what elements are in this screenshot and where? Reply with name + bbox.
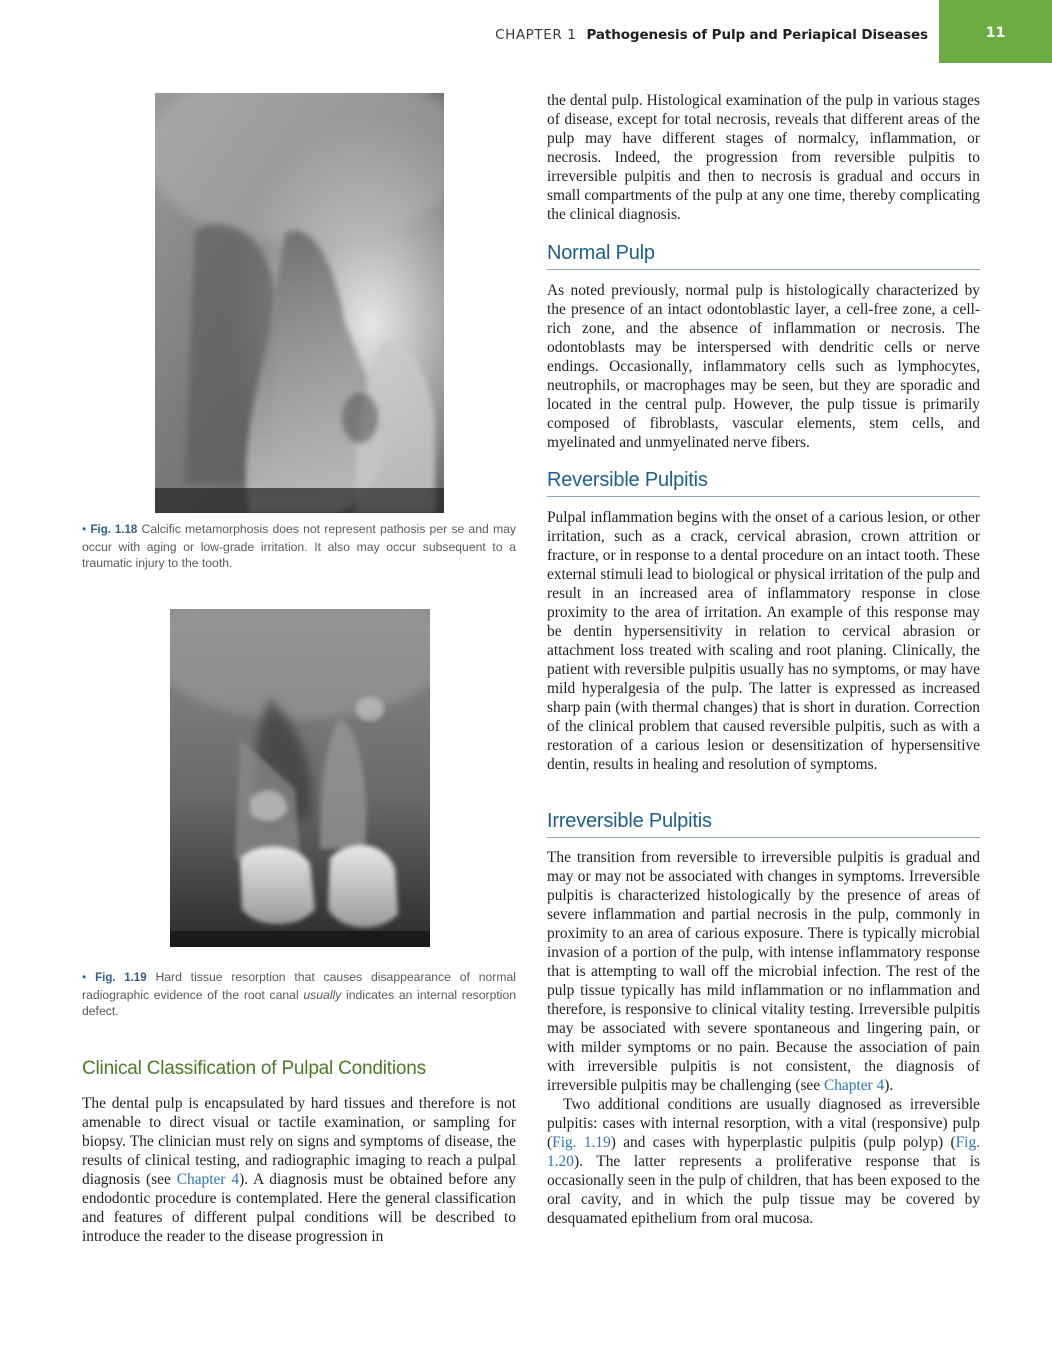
paragraph-intro: the dental pulp. Histological examination of the pulp in various stages of disease, except for total necrosis, reveals that different areas of the pulp may have different stages of normalcy, inflammation, or necrosis. Indeed, the progression from reversible pulpitis to irreversible pulpitis and then to necrosis is gradual and occurs in small compartments of the pulp at any one time, thereby complicating the clinical diagnosis. — [547, 92, 980, 223]
reversible-pulpitis-block — [547, 508, 980, 774]
figure-caption-1-18 — [82, 521, 516, 572]
paragraph-irreversible-2 — [547, 1095, 980, 1228]
caption-text: Calcific metamorphosis does not represent pathosis per se and may occur with aging or low-grade irritation. It also may occur subsequent to a traumatic injury to the tooth. — [82, 522, 516, 570]
caption-bullet: • — [82, 522, 87, 536]
link-fig-1-20[interactable]: Fig. 1.20 — [547, 1134, 980, 1170]
heading-reversible-pulpitis: Reversible Pulpitis — [547, 469, 980, 497]
paragraph-text: ). The latter represents a proliferative response that is occasionally seen in the pulp of children, that has been exposed to the oral cavity, and in which the pulp tissue may be covered by desquamated epithelium from oral mucosa. — [547, 1153, 980, 1227]
paragraph-text: ) and cases with hyperplastic pulpitis (pulp polyp) ( — [610, 1134, 956, 1151]
chapter-line — [495, 27, 928, 43]
paragraph-text: The dental pulp is encapsulated by hard tissues and therefore is not amenable to direct visual or tactile examination, or sampling for biopsy. The clinician must rely on signs and symptoms of disease, the results of clinical testing, and radiographic imaging to reach a pulpal diagnosis (see — [82, 1095, 516, 1188]
caption-text: Hard tissue resorption that causes disappearance of normal radiographic evidence of the root canal — [82, 970, 517, 1002]
figure-label: Fig. 1.19 — [95, 972, 147, 984]
normal-pulp-block — [547, 281, 980, 452]
running-header — [0, 0, 1052, 62]
heading-normal-pulp: Normal Pulp — [547, 242, 980, 270]
paragraph-normal-pulp: As noted previously, normal pulp is histologically characterized by the presence of an intact odontoblastic layer, a cell-free zone, a cell-rich zone, and the absence of inflammation or necrosis. The odontoblasts may be interspersed with dendritic cells or nerve endings. Occasionally, inflammatory cells such as lymphocytes, neutrophils, or macrophages may be seen, but they are sporadic and located in the central pulp. However, the pulp tissue is primarily composed of fibroblasts, vascular elements, stem cells, and myelinated and unmyelinated nerve fibers. — [547, 282, 980, 451]
caption-emphasis: usually — [303, 987, 342, 1002]
link-chapter-4[interactable]: Chapter 4 — [823, 1077, 885, 1094]
paragraph-clinical-classification — [82, 1094, 516, 1246]
intro-block — [547, 91, 980, 224]
link-fig-1-19[interactable]: Fig. 1.19 — [552, 1134, 611, 1151]
left-column-body — [82, 1094, 516, 1246]
page-number: 11 — [985, 25, 1006, 41]
paragraph-text: The transition from reversible to irreversible pulpitis is gradual and may or may not be associated with changes in symptoms. Irreversible pulpitis is characterized histologically by the presence of areas of severe inflammation and partial necrosis in the pulp, commonly in proximity to an area of carious exposure. There is typically microbial invasion of a portion of the pulp, with intense inflammatory response that is attempting to wall off the microbial infection. The rest of the pulp tissue typically has mild inflammation or no inflammation and therefore, is responsive to clinical vitality testing. Irreversible pulpitis may be associated with severe spontaneous and lingering pain, or with milder symptoms or no pain. Because the association of pain with irreversible pulpitis is not consistent, the diagnosis of irreversible pulpitis may be challenging (see — [547, 849, 980, 1094]
radiograph-fig-1-19 — [170, 609, 430, 947]
paragraph-reversible-pulpitis: Pulpal inflammation begins with the onset of a carious lesion, or other irritation, such as a crack, cervical abrasion, crown attrition or fracture, or in response to a dental procedure on an intact tooth. These external stimuli lead to biological or physical irritation of the pulp and result in an increased area of inflammatory response in close proximity to the area of irritation. An example of this response may be dentin hypersensitivity in relation to cervical abrasion or attachment loss treated with scaling and root planing. Clinically, the patient with reversible pulpitis usually has no symptoms, or may have mild hyperalgesia of the pulp. The latter is expressed as increased sharp pain (with thermal changes) that is short in duration. Correction of the clinical problem that caused reversible pulpitis, such as with a restoration of a carious lesion or desensitization of hypersensitive dentin, results in healing and resolution of symptoms. — [547, 509, 980, 773]
heading-irreversible-pulpitis: Irreversible Pulpitis — [547, 810, 980, 838]
radiograph-fig-1-18 — [155, 93, 444, 513]
heading-clinical-classification: Clinical Classification of Pulpal Conditions — [82, 1058, 426, 1079]
paragraph-irreversible-1 — [547, 848, 980, 1095]
figure-caption-1-19 — [82, 969, 516, 1020]
link-chapter-4[interactable]: Chapter 4 — [176, 1171, 240, 1188]
caption-text-end: indicates an internal resorption defect. — [82, 987, 517, 1018]
caption-bullet: • — [82, 970, 87, 984]
page-number-tab — [939, 0, 1052, 63]
paragraph-text: Two additional conditions are usually diagnosed as irreversible pulpitis: cases with internal resorption, with a vital (responsive) pulp ( — [547, 1096, 980, 1151]
irreversible-pulpitis-block — [547, 848, 980, 1228]
paragraph-text: ). A diagnosis must be obtained before any endodontic procedure is contemplated. Here the general classification and features of different pulpal conditions will be described to introduce the reader to the disease progression in — [82, 1171, 516, 1245]
paragraph-text: ). — [884, 1077, 894, 1094]
chapter-label: CHAPTER 1 — [495, 27, 577, 43]
chapter-title: Pathogenesis of Pulp and Periapical Diseases — [586, 27, 928, 43]
figure-label: Fig. 1.18 — [90, 524, 138, 536]
